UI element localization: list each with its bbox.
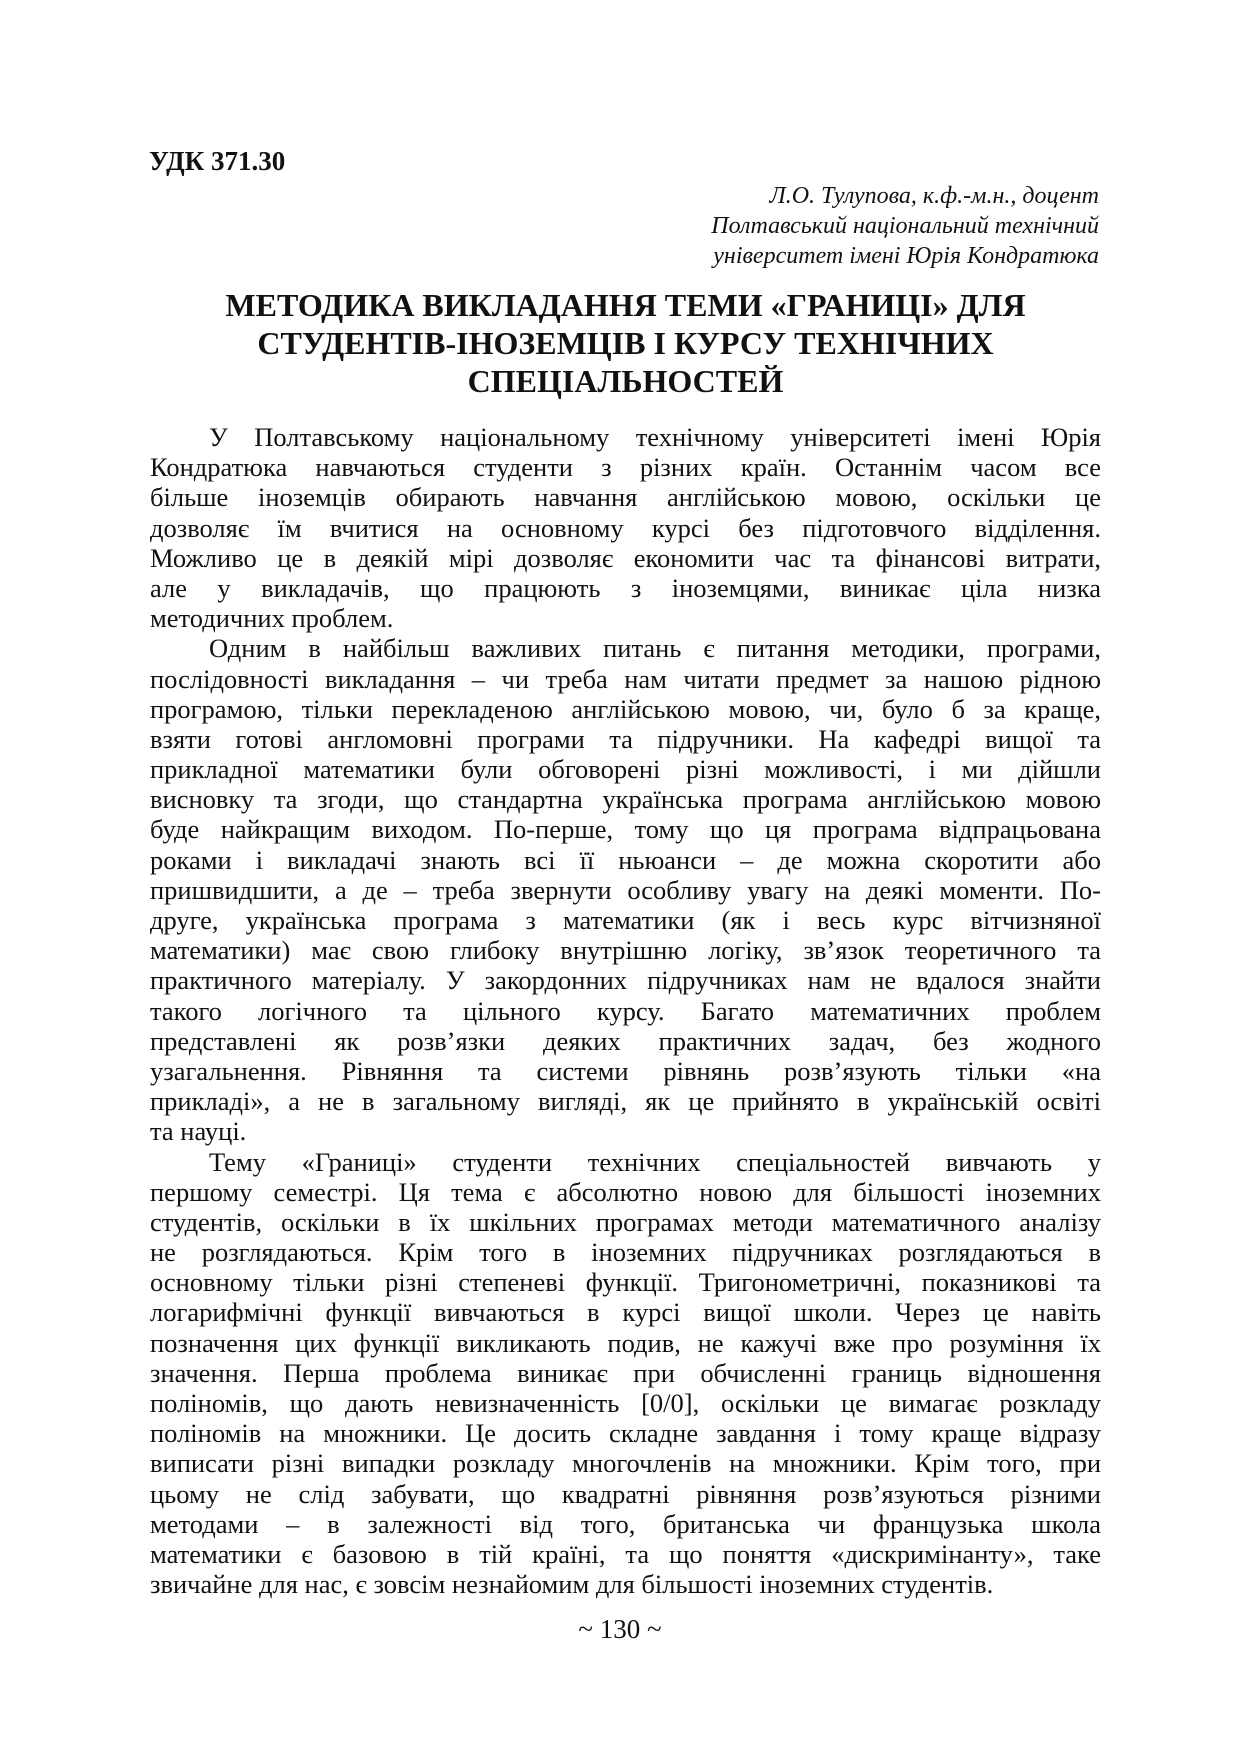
text-line: більше іноземців обирають навчання англійською мовою, оскільки це	[150, 482, 1101, 513]
text-line: математики є базовою в тій країні, та що поняття «дискримінанту», таке	[150, 1538, 1101, 1569]
text-line: висновку та згоди, що стандартна українська програма англійською мовою	[150, 784, 1101, 815]
text-line: У Полтавському національному технічному університеті імені Юрія	[209, 422, 1101, 452]
paragraph	[150, 422, 1101, 633]
text-line: Одним в найбільш важливих питань є питання методики, програми,	[209, 633, 1101, 664]
text-line: поліномів на множники. Це досить складне завдання і тому краще відразу	[150, 1418, 1101, 1449]
text-line: методами – в залежності від того, британська чи французька школа	[150, 1508, 1101, 1539]
text-line: виписати різні випадки розкладу многочленів на множники. Крім того, при	[150, 1448, 1101, 1479]
text-line: такого логічного та цільного курсу. Багато математичних проблем	[150, 995, 1101, 1026]
author-affiliation-line: Полтавський національний технічний	[711, 213, 1099, 239]
text-line: та науці.	[150, 1116, 247, 1147]
text-line: математики) має свою глибоку внутрішню логіку, зв’язок теоретичного та	[150, 935, 1101, 966]
paragraph	[150, 633, 1101, 1146]
text-line: прикладної математики були обговорені різні можливості, і ми дійшли	[150, 754, 1101, 785]
text-line: поліномів, що дають невизначенність [0/0], оскільки це вимагає розкладу	[150, 1388, 1101, 1418]
text-line: програмою, тільки перекладеною англійською мовою, чи, було б за краще,	[150, 693, 1101, 724]
text-line: позначення цих функції викликають подив, не кажучі вже про розуміння їх	[150, 1327, 1101, 1358]
article-body	[150, 422, 1101, 1599]
text-line: пришвидшити, а де – треба звернути особливу увагу на деякі моменти. По-	[150, 874, 1101, 905]
page-number: ~ 130 ~	[578, 1614, 662, 1644]
text-line: представлені як розв’язки деяких практичних задач, без жодного	[150, 1025, 1101, 1056]
text-line: прикладі», а не в загальному вигляді, як це прийнято в українській освіті	[150, 1086, 1101, 1117]
text-line: не розглядаються. Крім того в іноземних підручниках розглядаються в	[150, 1237, 1101, 1268]
text-line: Кондратюка навчаються студенти з різних країн. Останнім часом все	[150, 452, 1101, 483]
udc-code: УДК 371.30	[149, 146, 286, 176]
paragraph	[150, 1147, 1101, 1600]
title-line: СТУДЕНТІВ-ІНОЗЕМЦІВ І КУРСУ ТЕХНІЧНИХ	[257, 325, 994, 361]
text-line: друге, українська програма з математики (як і весь курс вітчизняної	[150, 905, 1101, 935]
text-line: буде найкращим виходом. По-перше, тому що ця програма відпрацьована	[150, 814, 1101, 845]
text-line: Можливо це в деякій мірі дозволяє економити час та фінансові витрати,	[150, 542, 1101, 573]
text-line: дозволяє їм вчитися на основному курсі без підготовчого відділення.	[150, 512, 1101, 543]
title-line: СПЕЦІАЛЬНОСТЕЙ	[467, 363, 784, 399]
text-line: значення. Перша проблема виникає при обчисленні границь відношення	[150, 1357, 1101, 1388]
text-line: логарифмічні функції вивчаються в курсі вищої школи. Через це навіть	[150, 1297, 1101, 1328]
text-line: першому семестрі. Ця тема є абсолютно новою для більшості іноземних	[150, 1176, 1101, 1207]
text-line: Тему «Границі» студенти технічних спеціальностей вивчають у	[209, 1146, 1101, 1177]
title-line: МЕТОДИКА ВИКЛАДАННЯ ТЕМИ «ГРАНИЦІ» ДЛЯ	[225, 287, 1026, 323]
text-line: взяти готові англомовні програми та підручники. На кафедрі вищої та	[150, 723, 1101, 754]
text-line: послідовності викладання – чи треба нам читати предмет за нашою рідною	[150, 663, 1101, 694]
text-line: але у викладачів, що працюють з іноземцями, виникає ціла низка	[150, 572, 1101, 603]
text-line: звичайне для нас, є зовсім незнайомим для більшості іноземних студентів.	[150, 1569, 994, 1600]
text-line: практичного матеріалу. У закордонних підручниках нам не вдалося знайти	[150, 965, 1101, 996]
text-line: узагальнення. Рівняння та системи рівнянь розв’язують тільки «на	[150, 1055, 1101, 1086]
text-line: цьому не слід забувати, що квадратні рівняння розв’язуються різними	[150, 1478, 1101, 1509]
text-line: студентів, оскільки в їх шкільних програмах методи математичного аналізу	[150, 1206, 1101, 1237]
text-line: методичних проблем.	[150, 603, 394, 634]
author-block	[711, 181, 1099, 271]
text-line: основному тільки різні степеневі функції. Тригонометричні, показникові та	[150, 1267, 1101, 1298]
article-title	[150, 286, 1101, 400]
author-affiliation-line: університет імені Юрія Кондратюка	[713, 243, 1099, 269]
author-name: Л.О. Тулупова, к.ф.-м.н., доцент	[769, 183, 1099, 209]
text-line: роками і викладачі знають всі її ньюанси – де можна скоротити або	[150, 844, 1101, 875]
